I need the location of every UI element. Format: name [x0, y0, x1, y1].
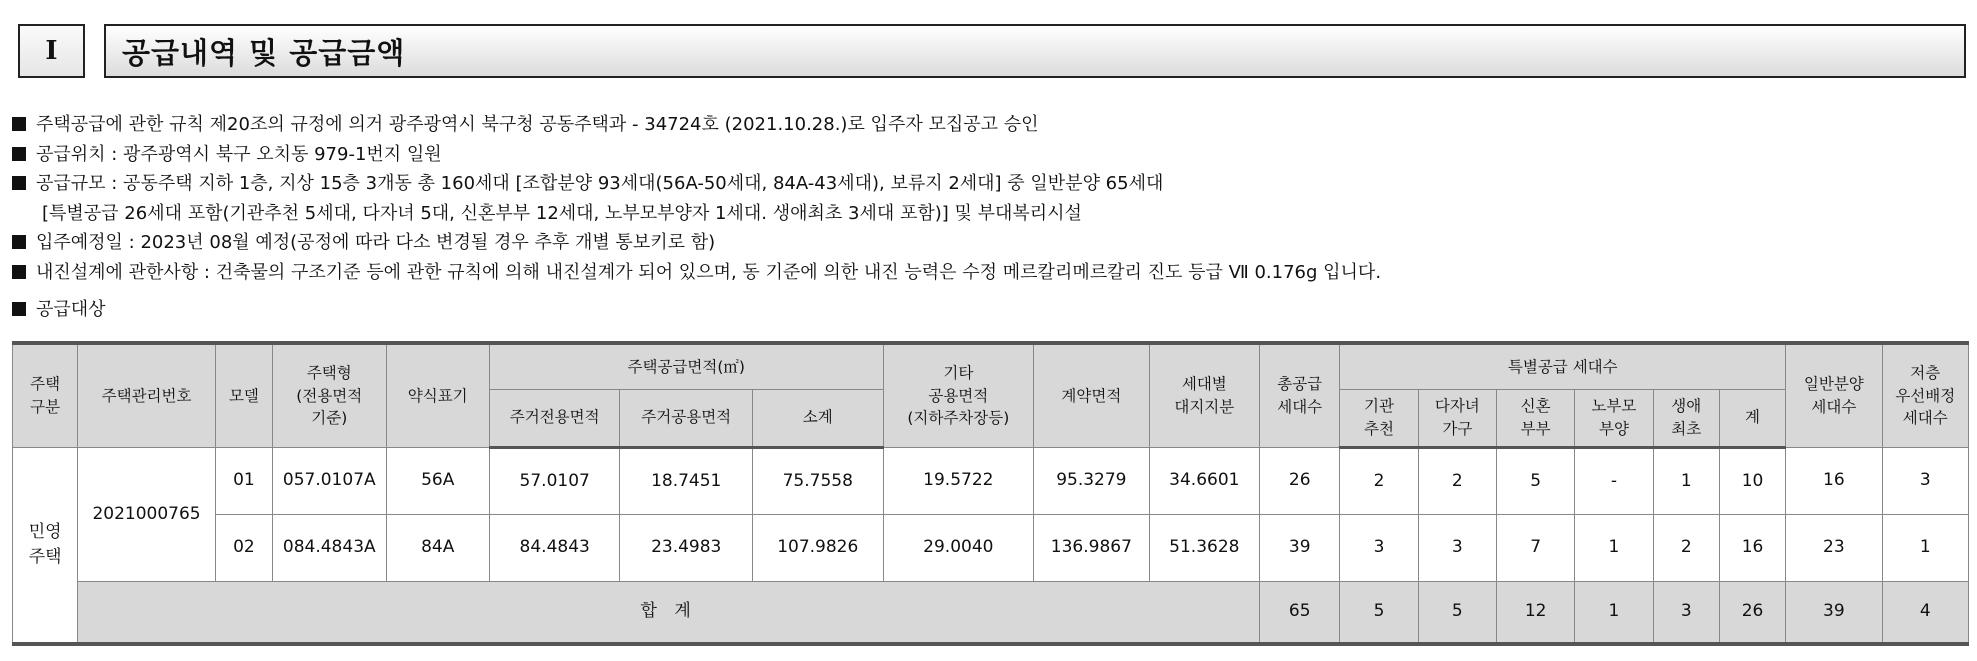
cell-exclusive-area: 57.0107 [489, 447, 620, 514]
table-total-row [13, 581, 1969, 644]
cell-model: 02 [215, 514, 272, 581]
header-house-type: 주택 구분 [13, 343, 78, 447]
cell-multichild: 3 [1418, 514, 1496, 581]
cell-contract-area: 95.3279 [1034, 447, 1149, 514]
cell-newlywed: 5 [1496, 447, 1574, 514]
total-agency: 5 [1340, 581, 1418, 644]
cell-agency: 3 [1340, 514, 1418, 581]
section-header [18, 24, 1966, 78]
total-newlywed: 12 [1496, 581, 1574, 644]
total-multichild: 5 [1418, 581, 1496, 644]
header-special-sum: 계 [1719, 389, 1785, 447]
table-row [13, 447, 1969, 514]
cell-low-floor: 3 [1882, 447, 1968, 514]
header-low-floor: 저층 우선배정 세대수 [1882, 343, 1968, 447]
section-number: I [18, 24, 85, 78]
cell-model: 01 [215, 447, 272, 514]
info-text: 입주예정일 : 2023년 08월 예정(공정에 따라 다소 변경될 경우 추후 개별 통보키로 함) [36, 232, 716, 253]
cell-exclusive-area: 84.4843 [489, 514, 620, 581]
cell-land-share: 51.3628 [1149, 514, 1259, 581]
header-supply-area: 주택공급면적(㎡) [489, 343, 883, 389]
total-general: 39 [1786, 581, 1882, 644]
cell-special-sum: 10 [1719, 447, 1785, 514]
cell-house-type: 민영 주택 [13, 447, 78, 644]
info-item-target [12, 295, 1962, 325]
square-bullet-icon [12, 117, 26, 131]
cell-other-area: 29.0040 [883, 514, 1034, 581]
cell-house-form: 057.0107A [273, 447, 386, 514]
header-multichild: 다자녀 가구 [1418, 389, 1496, 447]
header-general: 일반분양 세대수 [1786, 343, 1882, 447]
square-bullet-icon [12, 265, 26, 279]
total-firsttime: 3 [1653, 581, 1719, 644]
cell-other-area: 19.5722 [883, 447, 1034, 514]
cell-low-floor: 1 [1882, 514, 1968, 581]
cell-general: 16 [1786, 447, 1882, 514]
cell-multichild: 2 [1418, 447, 1496, 514]
header-contract-area: 계약면적 [1034, 343, 1149, 447]
info-item-seismic [12, 258, 1962, 288]
info-item-scale-continued [12, 199, 1962, 229]
header-elderly: 노부모 부양 [1575, 389, 1653, 447]
total-elderly: 1 [1575, 581, 1653, 644]
info-text: 공급규모 : 공동주택 지하 1층, 지상 15층 3개동 총 160세대 [조합분양 93세대(56A-50세대, 84A-43세대), 보류지 2세대] 중 일반분양 65세대 [36, 173, 1164, 194]
cell-elderly: 1 [1575, 514, 1653, 581]
cell-contract-area: 136.9867 [1034, 514, 1149, 581]
total-label: 합 계 [78, 581, 1260, 644]
total-supply-sum: 65 [1260, 581, 1340, 644]
square-bullet-icon [12, 176, 26, 190]
info-list [12, 110, 1962, 325]
cell-subtotal: 75.7558 [752, 447, 883, 514]
cell-agency: 2 [1340, 447, 1418, 514]
cell-abbrev: 56A [386, 447, 489, 514]
cell-subtotal: 107.9826 [752, 514, 883, 581]
section-title: 공급내역 및 공급금액 [104, 24, 1966, 78]
cell-abbrev: 84A [386, 514, 489, 581]
info-text: 공급위치 : 광주광역시 북구 오치동 979-1번지 일원 [36, 143, 442, 165]
cell-newlywed: 7 [1496, 514, 1574, 581]
info-item-approval [12, 110, 1962, 140]
cell-firsttime: 2 [1653, 514, 1719, 581]
cell-mgmt-no: 2021000765 [78, 447, 216, 581]
header-common-area: 주거공용면적 [620, 389, 753, 447]
cell-total-supply: 26 [1260, 447, 1340, 514]
header-newlywed: 신혼 부부 [1496, 389, 1574, 447]
cell-house-form: 084.4843A [273, 514, 386, 581]
supply-table [12, 341, 1969, 646]
header-exclusive-area: 주거전용면적 [489, 389, 620, 447]
square-bullet-icon [12, 147, 26, 161]
total-special-sum: 26 [1719, 581, 1785, 644]
cell-special-sum: 16 [1719, 514, 1785, 581]
info-item-scale [12, 169, 1962, 199]
header-house-form: 주택형 (전용면적 기준) [273, 343, 386, 447]
header-abbrev: 약식표기 [386, 343, 489, 447]
header-other-area: 기타 공용면적 (지하주차장등) [883, 343, 1034, 447]
total-low-floor: 4 [1882, 581, 1968, 644]
info-text: [특별공급 26세대 포함(기관추천 5세대, 다자녀 5대, 신혼부부 12세대, 노부모부양자 1세대. 생애최초 3세대 포함)] 및 부대복리시설 [42, 202, 1082, 224]
header-special-supply: 특별공급 세대수 [1340, 343, 1786, 389]
info-item-location [12, 140, 1962, 170]
info-text: 공급대상 [36, 299, 106, 320]
cell-general: 23 [1786, 514, 1882, 581]
cell-land-share: 34.6601 [1149, 447, 1259, 514]
cell-total-supply: 39 [1260, 514, 1340, 581]
square-bullet-icon [12, 235, 26, 249]
cell-common-area: 23.4983 [620, 514, 753, 581]
info-item-move-in [12, 228, 1962, 258]
cell-elderly: - [1575, 447, 1653, 514]
header-subtotal: 소계 [752, 389, 883, 447]
header-firsttime: 생애 최초 [1653, 389, 1719, 447]
square-bullet-icon [12, 302, 26, 316]
info-text: 내진설계에 관한사항 : 건축물의 구조기준 등에 관한 규칙에 의해 내진설계가 되어 있으며, 동 기준에 의한 내진 능력은 수정 메르칼리메르칼리 진도 등급 Ⅶ 0.176g 입니다. [36, 261, 1382, 283]
header-total-supply: 총공급 세대수 [1260, 343, 1340, 447]
header-agency: 기관 추천 [1340, 389, 1418, 447]
header-land-share: 세대별 대지지분 [1149, 343, 1259, 447]
table-row [13, 514, 1969, 581]
header-mgmt-no: 주택관리번호 [78, 343, 216, 447]
header-model: 모델 [215, 343, 272, 447]
cell-common-area: 18.7451 [620, 447, 753, 514]
info-text: 주택공급에 관한 규칙 제20조의 규정에 의거 광주광역시 북구청 공동주택과 - 34724호 (2021.10.28.)로 입주자 모집공고 승인 [36, 114, 1039, 135]
cell-firsttime: 1 [1653, 447, 1719, 514]
